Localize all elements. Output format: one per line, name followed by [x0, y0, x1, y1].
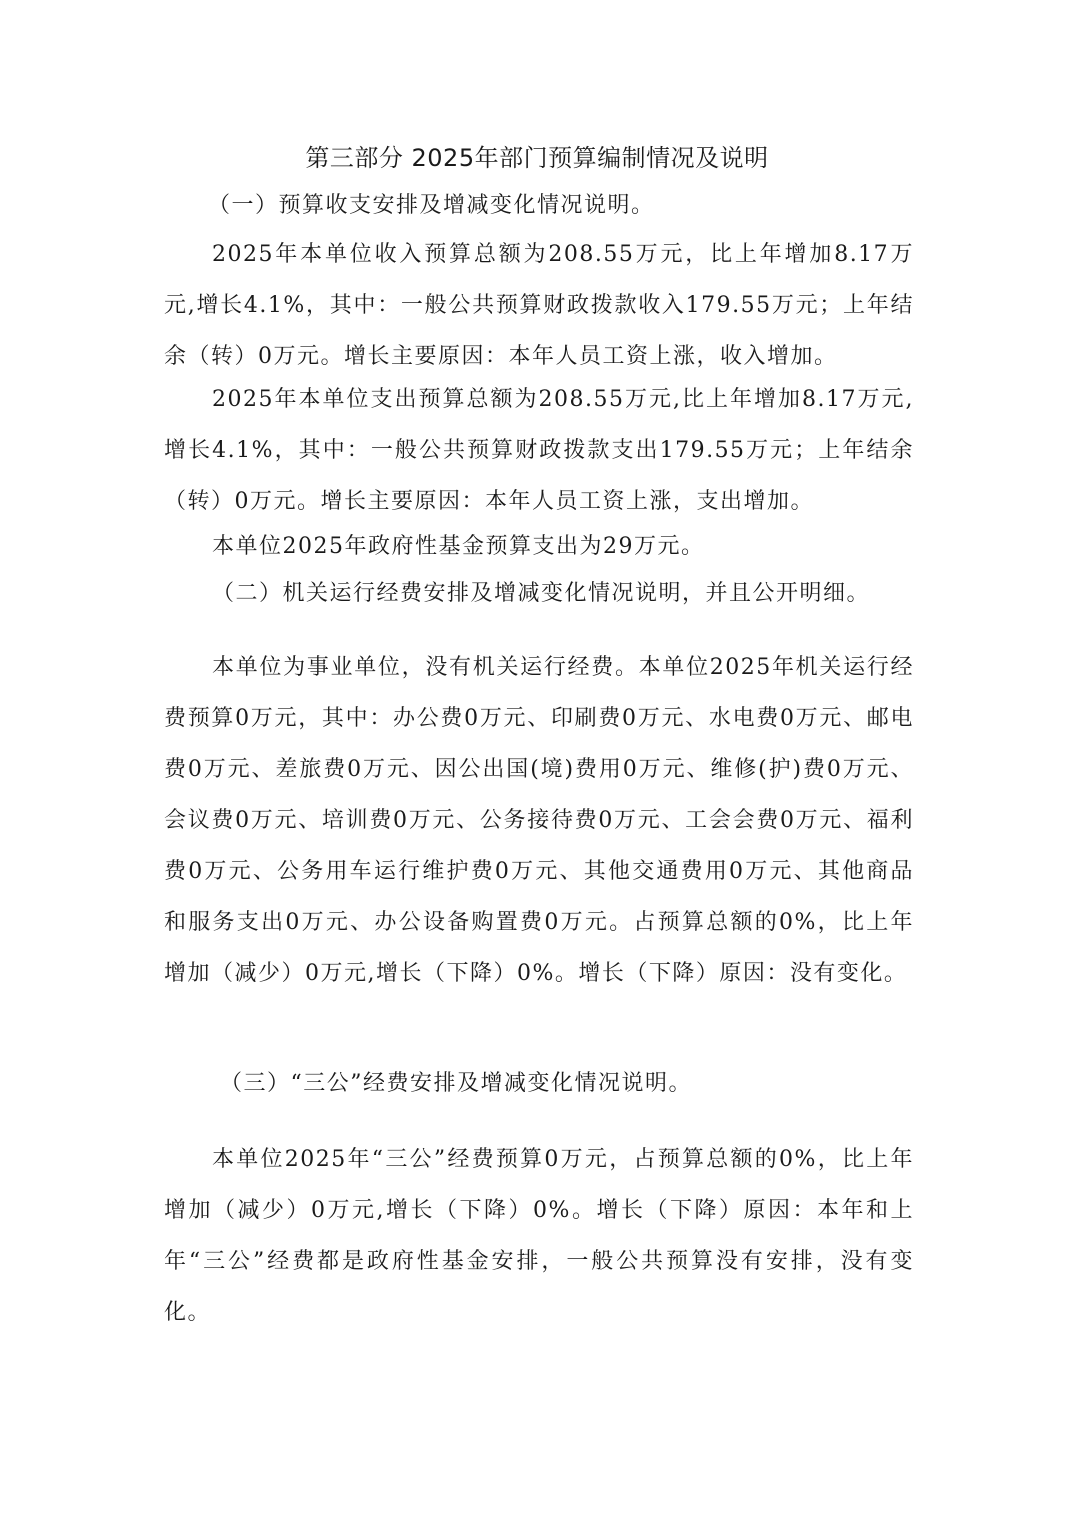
paragraph-three-public-expenses: 本单位2025年“三公”经费预算0万元，占预算总额的0%，比上年增加（减少）0万元,增长（下降）0%。增长（下降）原因：本年和上年“三公”经费都是政府性基金安排，一般公共预算没有安排，没有变化。	[164, 1147, 914, 1325]
section-heading-1: （一）预算收支安排及增减变化情况说明。	[208, 193, 655, 218]
page-title: 第三部分 2025年部门预算编制情况及说明	[305, 144, 769, 172]
paragraph-operating-expenses: 本单位为事业单位，没有机关运行经费。本单位2025年机关运行经费预算0万元，其中：办公费0万元、印刷费0万元、水电费0万元、邮电费0万元、差旅费0万元、因公出国(境)费用0万元、维修(护)费0万元、会议费0万元、培训费0万元、公务接待费0万元、工会会费0万元、福利费0万元、公务用车运行维护费0万元、其他交通费用0万元、其他商品和服务支出0万元、办公设备购置费0万元。占预算总额的0%，比上年增加（减少）0万元,增长（下降）0%。增长（下降）原因：没有变化。	[164, 655, 914, 986]
paragraph-income-budget: 2025年本单位收入预算总额为208.55万元，比上年增加8.17万元,增长4.1%，其中：一般公共预算财政拨款收入179.55万元；上年结余（转）0万元。增长主要原因：本年人员工资上涨，收入增加。	[164, 242, 914, 369]
section-heading-2: （二）机关运行经费安排及增减变化情况说明，并且公开明细。	[212, 581, 871, 606]
section-heading-3: （三）“三公”经费安排及增减变化情况说明。	[220, 1071, 692, 1096]
paragraph-government-fund: 本单位2025年政府性基金预算支出为29万元。	[212, 534, 705, 559]
paragraph-expenditure-budget: 2025年本单位支出预算总额为208.55万元,比上年增加8.17万元,增长4.1%，其中：一般公共预算财政拨款支出179.55万元；上年结余（转）0万元。增长主要原因：本年人员工资上涨，支出增加。	[164, 387, 914, 514]
